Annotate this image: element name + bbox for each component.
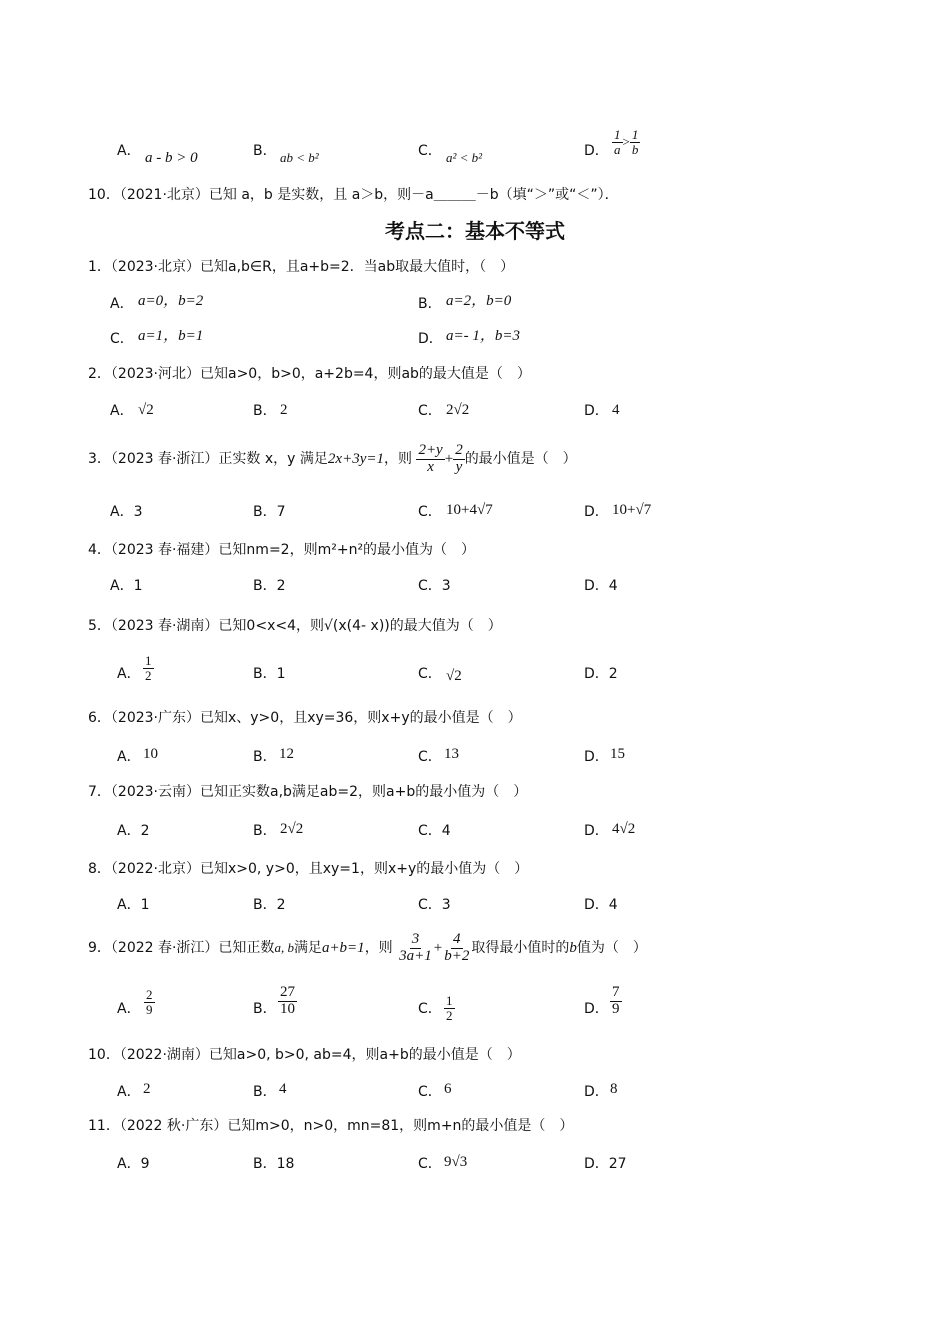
fraction: $\frac{2}{9}$ [146, 987, 153, 1017]
option-a-label: A． [110, 296, 134, 312]
question-6: 6．（2023·广东）已知x、y>0，且xy=36，则x+y的最小值是（ ） [88, 710, 522, 726]
option-c-label: C． [110, 331, 134, 347]
option-c-math: 13 [444, 746, 459, 762]
option-c-label: C． [418, 1001, 442, 1017]
option-a-label: A． [110, 403, 134, 419]
option-c: C．3 [418, 578, 451, 594]
option-b-label: B． [253, 823, 277, 839]
option-b-math: a=2，b=0 [446, 293, 512, 309]
option-a-math: a - b > 0 [145, 150, 198, 166]
option-a: A．1 [117, 897, 150, 913]
option-d: D．27 [584, 1156, 627, 1172]
option-c-math: 6 [444, 1081, 452, 1097]
question-9: 9．（2022 春·浙江）已知正数a, b满足a+b=1，则 $\frac{3}{3a+1}$ + $\frac{4}{b+2}$ 取得最小值时的b值为（ ） [88, 930, 647, 964]
option-b-math: 2√2 [280, 821, 304, 837]
option-d-label: D． [584, 749, 609, 765]
question-3: 3．（2023 春·浙江）正实数 x，y 满足2x+3y=1，则 $\frac{2+y}{x}$ + $\frac{2}{y}$ 的最小值是（ ） [88, 441, 577, 475]
option-a-label: A． [117, 1084, 141, 1100]
option-b-math: 12 [279, 746, 294, 762]
fraction: $\frac{4}{b+2}$ [444, 930, 470, 964]
option-d-math: 8 [610, 1081, 618, 1097]
option-d-label: D． [584, 143, 609, 159]
question-10: 10．（2022·湖南）已知a>0, b>0, ab=4，则a+b的最小值是（ ） [88, 1047, 521, 1063]
option-d: D．4 [584, 897, 618, 913]
option-d-math: 15 [610, 746, 625, 762]
option-c-label: C． [418, 1156, 442, 1172]
option-d-label: D． [584, 403, 609, 419]
option-a-label: A． [117, 666, 141, 682]
option-a-math: 2 [143, 1081, 151, 1097]
option-c: C．4 [418, 823, 451, 839]
option-c-label: C． [418, 1084, 442, 1100]
fraction: $\frac{7}{9}$ [612, 984, 620, 1017]
option-c-math: a² < b² [446, 150, 483, 165]
question-8: 8．（2022·北京）已知x>0, y>0，且xy=1，则x+y的最小值为（ ） [88, 861, 529, 877]
option-c-math: √2 [446, 668, 462, 684]
option-a: A．2 [117, 823, 150, 839]
option-a-label: A． [117, 749, 141, 765]
fraction: $\frac{1}{a}$ [614, 127, 621, 157]
option-d-label: D． [584, 1001, 609, 1017]
option-d-math [610, 985, 622, 1018]
fraction: $\frac{1}{2}$ [446, 993, 453, 1023]
option-b: B．18 [253, 1156, 295, 1172]
option-b-label: B． [418, 296, 442, 312]
option-c-label: C． [418, 403, 442, 419]
option-a: A．1 [110, 578, 143, 594]
option-a: A．3 [110, 504, 143, 520]
fraction: $\frac{2}{y}$ [455, 441, 463, 475]
option-d-label: D． [584, 1084, 609, 1100]
question-7: 7．（2023·云南）已知正实数a,b满足ab=2，则a+b的最小值为（ ） [88, 784, 528, 800]
option-a-math: √2 [138, 402, 154, 418]
option-d: D．2 [584, 666, 618, 682]
option-a-math: 10 [143, 746, 158, 762]
option-c-math: 10+4√7 [446, 502, 493, 518]
section-title: 考点二：基本不等式 [385, 219, 565, 243]
option-b: B．1 [253, 666, 286, 682]
question-10-previous: 10．（2021·北京）已知 a，b 是实数，且 a＞b，则－a＿＿＿－b（填“＞”或“＜”）． [88, 187, 619, 203]
question-2: 2．（2023·河北）已知a>0，b>0，a+2b=4，则ab的最大值是（ ） [88, 366, 531, 382]
option-b-math [278, 985, 297, 1018]
option-b-label: B． [253, 143, 277, 159]
option-a-label: A． [117, 143, 141, 159]
option-a-math [143, 654, 154, 682]
option-a-label: A． [117, 1001, 141, 1017]
option-d-label: D． [584, 504, 609, 520]
option-d-label: D． [418, 331, 443, 347]
option-b-label: B． [253, 1001, 277, 1017]
option-a-math: a=0，b=2 [138, 293, 204, 309]
option-d-math: $\frac{1}{a}$ > $\frac{1}{b}$ [614, 127, 639, 157]
option-c-math: 2√2 [446, 402, 470, 418]
option-b-math: ab < b² [280, 150, 319, 165]
option-b: B．2 [253, 897, 286, 913]
option-d-math: 4 [612, 402, 620, 418]
option-d-math: 4√2 [612, 821, 636, 837]
option-b-label: B． [253, 1084, 277, 1100]
option-c-label: C． [418, 143, 442, 159]
option-b: B．7 [253, 504, 286, 520]
option-c-label: C． [418, 666, 442, 682]
option-c-label: C． [418, 749, 442, 765]
question-4: 4．（2023 春·福建）已知nm=2，则m²+n²的最小值为（ ） [88, 542, 476, 558]
option-b-label: B． [253, 749, 277, 765]
question-11: 11．（2022 秋·广东）已知m>0，n>0，mn=81，则m+n的最小值是（ ） [88, 1118, 574, 1134]
option-c-math: a=1，b=1 [138, 328, 204, 344]
fraction: $\frac{2+y}{x}$ [418, 441, 443, 475]
option-d-math: a=- 1，b=3 [446, 328, 520, 344]
option-d-label: D． [584, 823, 609, 839]
fraction: $\frac{1}{b}$ [631, 127, 639, 157]
option-d: D．4 [584, 578, 618, 594]
fraction: $\frac{27}{10}$ [280, 984, 295, 1017]
fraction: $\frac{3}{3a+1}$ [399, 930, 432, 964]
option-c-label: C． [418, 504, 442, 520]
option-c-math [444, 994, 455, 1022]
option-b-label: B． [253, 403, 277, 419]
option-b-math: 2 [280, 402, 288, 418]
question-1: 1．（2023·北京）已知a,b∈R，且a+b=2．当ab取最大值时，（ ） [88, 259, 515, 275]
option-a-math [144, 988, 155, 1016]
option-d-math: 10+√7 [612, 502, 652, 518]
option-c: C．3 [418, 897, 451, 913]
option-b: B．2 [253, 578, 286, 594]
fraction: $\frac{1}{2}$ [145, 653, 152, 683]
option-b-math: 4 [279, 1081, 287, 1097]
question-5: 5．（2023 春·湖南）已知0<x<4，则√(x(4- x))的最大值为（ ） [88, 618, 502, 634]
option-a: A．9 [117, 1156, 150, 1172]
option-c-math: 9√3 [444, 1154, 468, 1170]
